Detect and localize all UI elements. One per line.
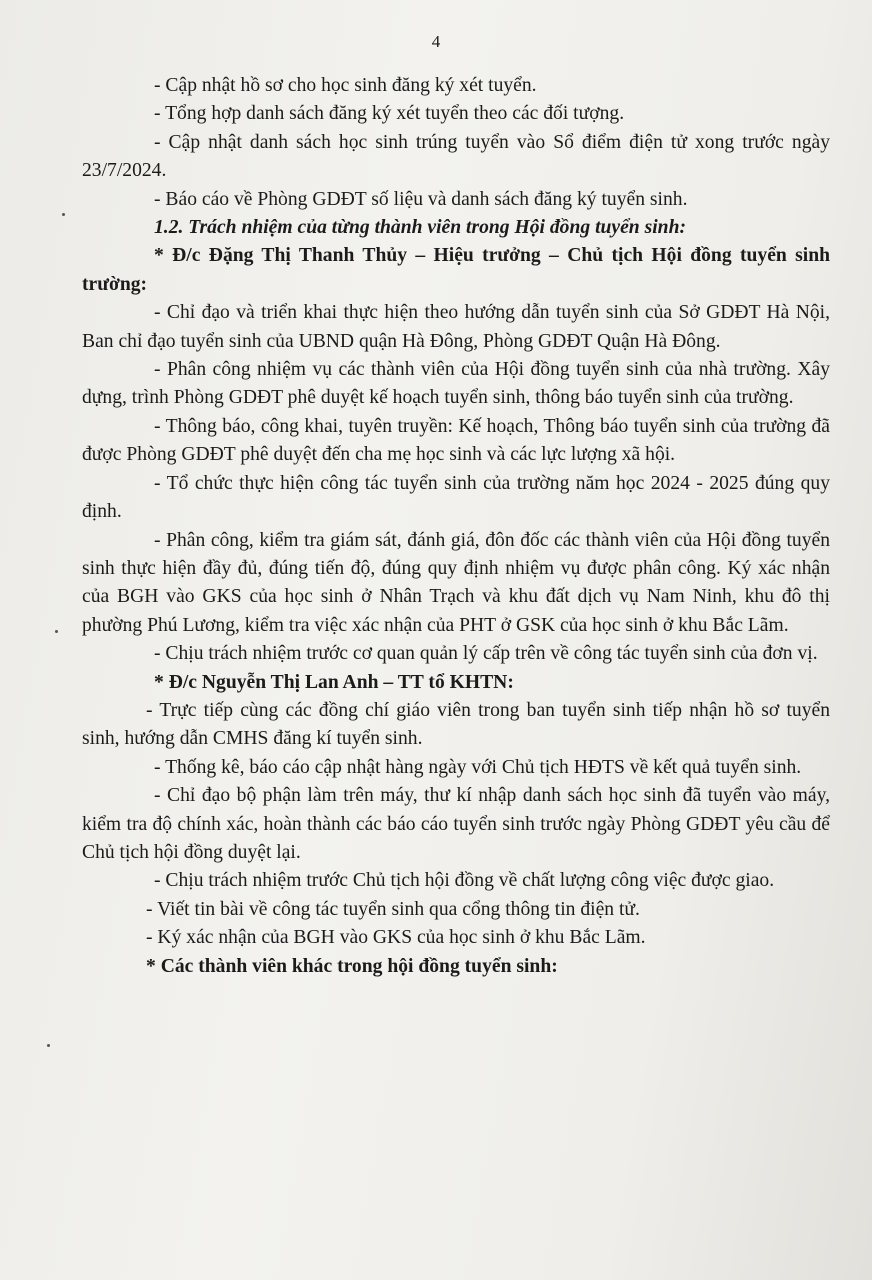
document-body	[82, 72, 830, 981]
scan-speck	[62, 213, 65, 216]
paragraph: - Phân công, kiểm tra giám sát, đánh giá, đôn đốc các thành viên của Hội đồng tuyển sinh thực hiện đầy đủ, đúng tiến độ, đúng quy định nhiệm vụ được phân công. Ký xác nhận của BGH vào GKS của học sinh ở Nhân Trạch và khu đất dịch vụ Nam Ninh, khu đô thị phường Phú Lương, kiểm tra việc xác nhận của PHT ở GSK của học sinh ở khu Bắc Lãm.	[82, 529, 830, 636]
member-heading: * Đ/c Đặng Thị Thanh Thủy – Hiệu trưởng – Chủ tịch Hội đồng tuyển sinh trường:	[82, 245, 830, 295]
paragraph: - Tổng hợp danh sách đăng ký xét tuyển theo các đối tượng.	[154, 103, 625, 125]
section-heading: 1.2. Trách nhiệm của từng thành viên trong Hội đồng tuyển sinh:	[154, 217, 686, 239]
paragraph: - Cập nhật hồ sơ cho học sinh đăng ký xét tuyển.	[154, 75, 537, 96]
page-number: 4	[431, 32, 441, 51]
paragraph: - Chịu trách nhiệm trước cơ quan quản lý cấp trên về công tác tuyển sinh của đơn vị.	[154, 643, 818, 665]
paragraph: - Thống kê, báo cáo cập nhật hàng ngày với Chủ tịch HĐTS về kết quả tuyển sinh.	[154, 756, 802, 778]
paragraph: - Cập nhật danh sách học sinh trúng tuyển vào Sổ điểm điện tử xong trước ngày 23/7/2024.	[82, 131, 830, 182]
paragraph: - Ký xác nhận của BGH vào GKS của học sinh ở khu Bắc Lãm.	[146, 927, 646, 949]
scan-speck	[47, 1044, 50, 1047]
paragraph: - Chịu trách nhiệm trước Chủ tịch hội đồng về chất lượng công việc được giao.	[154, 870, 775, 892]
paragraph: - Báo cáo về Phòng GDĐT số liệu và danh sách đăng ký tuyển sinh.	[154, 188, 688, 210]
paragraph: - Chỉ đạo bộ phận làm trên máy, thư kí nhập danh sách học sinh đã tuyển vào máy, kiểm tra độ chính xác, hoàn thành các báo cáo tuyển sinh trước ngày Phòng GDĐT yêu cầu để Chủ tịch hội đồng duyệt lại.	[82, 785, 830, 863]
member-heading: * Đ/c Nguyễn Thị Lan Anh – TT tổ KHTN:	[154, 671, 514, 693]
member-heading: * Các thành viên khác trong hội đồng tuyển sinh:	[146, 955, 558, 977]
scan-speck	[55, 630, 58, 633]
paragraph: - Viết tin bài về công tác tuyển sinh qua cổng thông tin điện tử.	[146, 898, 640, 920]
paragraph: - Trực tiếp cùng các đồng chí giáo viên trong ban tuyển sinh tiếp nhận hồ sơ tuyển sinh, hướng dẫn CMHS đăng kí tuyển sinh.	[82, 699, 830, 750]
paragraph: - Tổ chức thực hiện công tác tuyển sinh của trường năm học 2024 - 2025 đúng quy định.	[82, 472, 830, 523]
paragraph: - Thông báo, công khai, tuyên truyền: Kế hoạch, Thông báo tuyển sinh của trường đã được Phòng GDĐT phê duyệt đến cha mẹ học sinh và các lực lượng xã hội.	[82, 415, 830, 466]
paragraph: - Chỉ đạo và triển khai thực hiện theo hướng dẫn tuyển sinh của Sở GDĐT Hà Nội, Ban chỉ đạo tuyển sinh của UBND quận Hà Đông, Phòng GDĐT Quận Hà Đông.	[82, 302, 830, 352]
paragraph: - Phân công nhiệm vụ các thành viên của Hội đồng tuyển sinh của nhà trường. Xây dựng, trình Phòng GDĐT phê duyệt kế hoạch tuyển sinh, thông báo tuyển sinh của trường.	[82, 359, 830, 409]
